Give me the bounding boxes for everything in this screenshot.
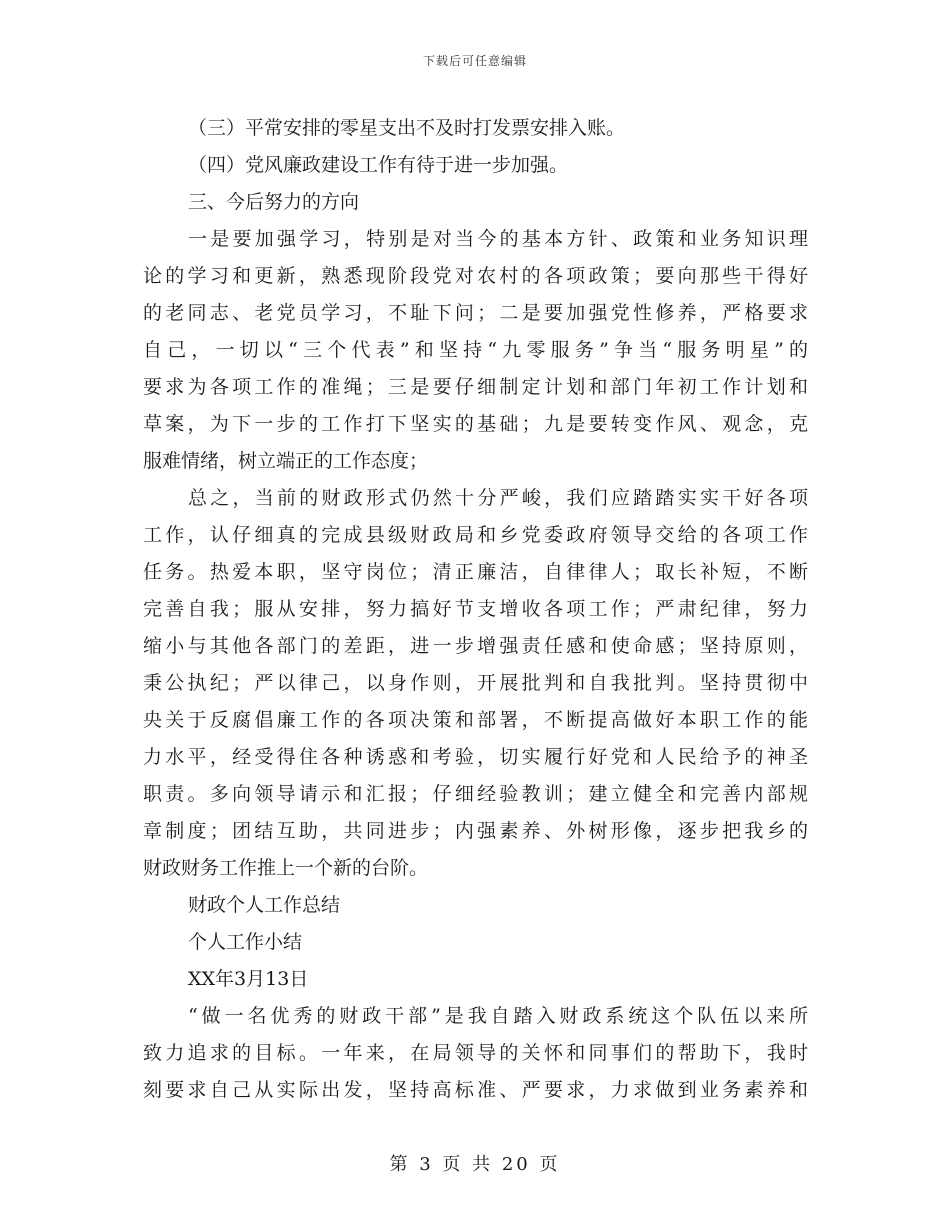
text-line: 刻要求自己从实际出发，坚持高标准、严要求，力求做到业务素养和 [143,1079,808,1101]
text-line: 财政个人工作总结 [188,894,341,916]
text-line: 自己，一切以“三个代表”和坚持“九零服务”争当“服务明星”的 [143,339,808,361]
text-line: 财政财务工作推上一个新的台阶。 [143,857,429,879]
document-body [143,110,808,1109]
text-line: 央关于反腐倡廉工作的各项决策和部署，不断提高做好本职工作的能 [143,709,808,731]
text-line: 个人工作小结 [188,931,303,953]
page-number-footer: 第 3 页 共 20 页 [389,1154,561,1175]
text-line: 工作，认仔细真的完成县级财政局和乡党委政府领导交给的各项工作 [143,524,808,546]
text-line: 要求为各项工作的准绳；三是要仔细制定计划和部门年初工作计划和 [143,376,808,398]
text-line: 致力追求的目标。一年来，在局领导的关怀和同事们的帮助下，我时 [143,1042,808,1064]
text-line: 章制度；团结互助，共同进步；内强素养、外树形像，逐步把我乡的 [143,820,808,842]
text-line: XX年3月13日 [188,968,309,990]
text-line: 一是要加强学习，特别是对当今的基本方针、政策和业务知识理 [188,228,808,250]
page-header: 下载后可任意编辑 [422,54,527,68]
text-line: 秉公执纪；严以律己，以身作则，开展批判和自我批判。坚持贯彻中 [143,672,808,694]
text-line: 三、今后努力的方向 [188,191,360,213]
text-line: “做一名优秀的财政干部”是我自踏入财政系统这个队伍以来所 [188,1005,808,1027]
text-line: 职责。多向领导请示和汇报；仔细经验教训；建立健全和完善内部规 [143,783,808,805]
text-line: 完善自我；服从安排，努力搞好节支增收各项工作；严肃纪律，努力 [143,598,808,620]
text-line: 力水平，经受得住各种诱惑和考验，切实履行好党和人民给予的神圣 [143,746,808,768]
text-line: 的老同志、老党员学习，不耻下问；二是要加强党性修养，严格要求 [143,302,808,324]
text-line: 总之，当前的财政形式仍然十分严峻，我们应踏踏实实干好各项 [188,487,808,509]
text-line: （三）平常安排的零星支出不及时打发票安排入账。 [188,117,626,139]
text-line: 任务。热爱本职，坚守岗位；清正廉洁，自律律人；取长补短，不断 [143,561,808,583]
text-line: 服难情绪，树立端正的工作态度； [143,450,429,472]
text-line: （四）党风廉政建设工作有待于进一步加强。 [188,154,569,176]
text-line: 论的学习和更新，熟悉现阶段党对农村的各项政策；要向那些干得好 [143,265,808,287]
text-line: 草案，为下一步的工作打下坚实的基础；九是要转变作风、观念，克 [143,413,808,435]
text-line: 缩小与其他各部门的差距，进一步增强责任感和使命感；坚持原则， [143,635,808,657]
